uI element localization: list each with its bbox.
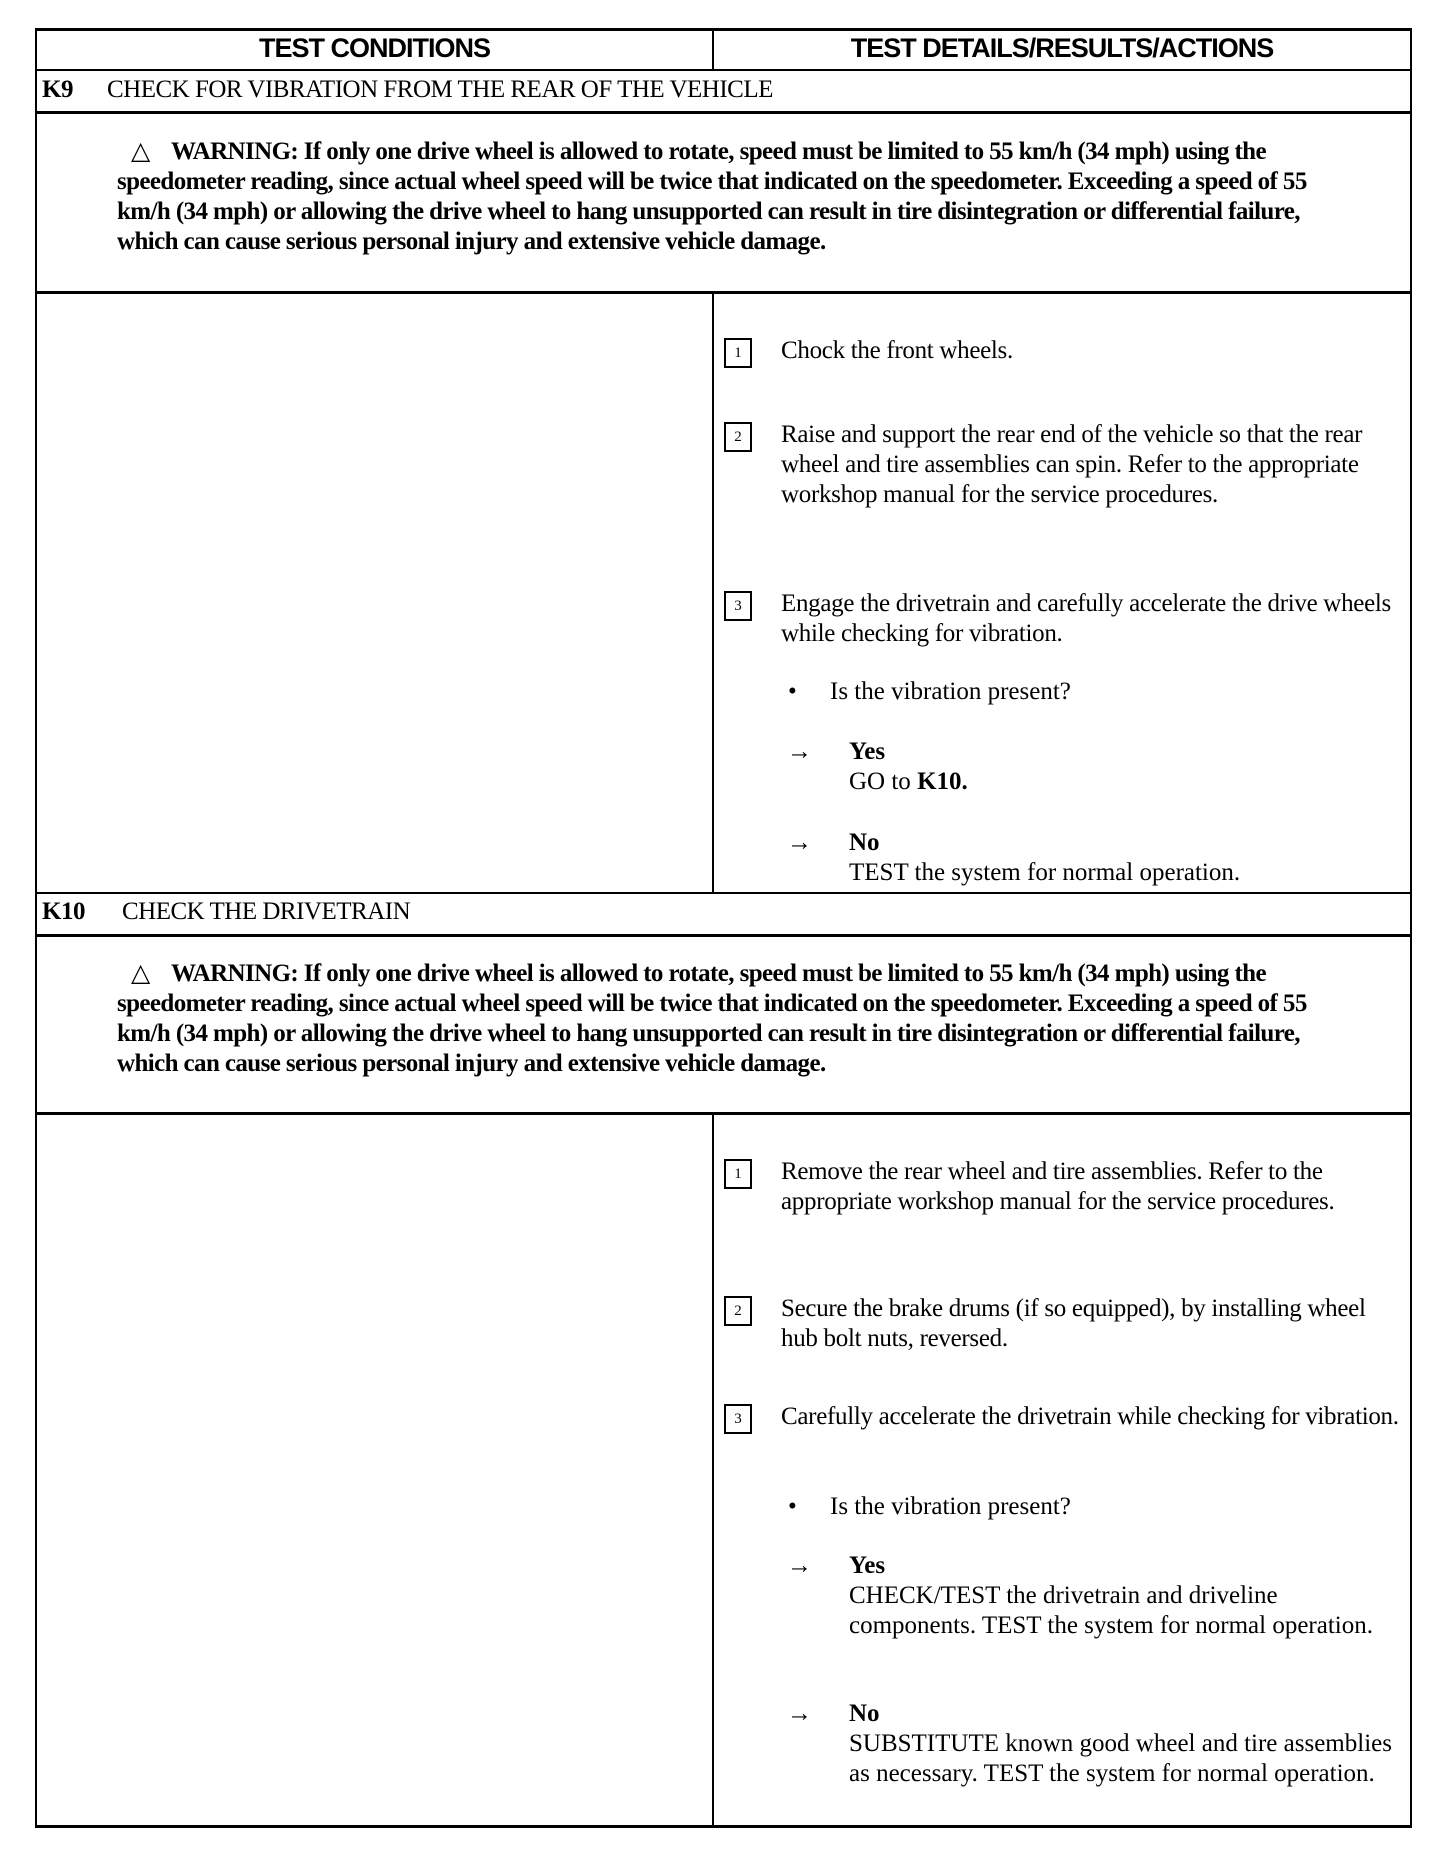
table-border-bottom (35, 1825, 1412, 1828)
divider (35, 892, 1412, 894)
step-k9-2: 2 Raise and support the rear end of the vehicle so that the rear wheel and tire assemblies can spin. Refer to the appropriate workshop manual for the service procedures. (724, 420, 1404, 510)
link-k10[interactable]: K10. (917, 768, 968, 795)
arrow-right-icon: → (787, 829, 812, 856)
warning-k9: △ WARNING: If only one drive wheel is allowed to rotate, speed must be limited to 55 km/h (34 mph) using the speedometer reading, since actual wheel speed will be twice that indicated on the speedometer. Exceeding a speed of 55 km/h (34 mph) or allowing the drive wheel to hang unsupported can result in tire disintegration or differential failure, which can cause serious personal injury and extensive vehicle damage. (117, 138, 1307, 255)
divider (35, 934, 1412, 937)
step-number: 1 (724, 1159, 752, 1189)
step-k9-1: 1 Chock the front wheels. (724, 336, 1404, 366)
warning-k10: △ WARNING: If only one drive wheel is allowed to rotate, speed must be limited to 55 km/h (34 mph) using the speedometer reading, since actual wheel speed will be twice that indicated on the speedometer. Exceeding a speed of 55 km/h (34 mph) or allowing the drive wheel to hang unsupported can result in tire disintegration or differential failure, which can cause serious personal injury and extensive vehicle damage. (117, 960, 1307, 1077)
answer-yes-k10: → Yes CHECK/TEST the drivetrain and driveline components. TEST the system for normal operation. (787, 1552, 1373, 1639)
question-k10: • Is the vibration present? (788, 1493, 1071, 1520)
table-border-right (1410, 28, 1412, 1827)
step-number: 2 (724, 1296, 752, 1326)
step-number: 2 (724, 422, 752, 452)
bullet-icon: • (788, 1493, 797, 1520)
arrow-right-icon: → (787, 1552, 812, 1579)
warning-triangle-icon: △ (131, 960, 150, 987)
step-k10-1: 1 Remove the rear wheel and tire assemblies. Refer to the appropriate workshop manual for the service procedures. (724, 1157, 1404, 1217)
arrow-right-icon: → (787, 1700, 812, 1727)
divider (35, 69, 1412, 71)
section-title-k9: K9 CHECK FOR VIBRATION FROM THE REAR OF THE VEHICLE (42, 76, 773, 103)
step-number: 3 (724, 1404, 752, 1434)
section-title-k10: K10 CHECK THE DRIVETRAIN (42, 898, 411, 925)
step-k10-2: 2 Secure the brake drums (if so equipped), by installing wheel hub bolt nuts, reversed. (724, 1294, 1404, 1354)
divider (35, 1112, 1412, 1115)
table-border-left (35, 28, 37, 1827)
warning-triangle-icon: △ (131, 138, 150, 165)
question-k9: • Is the vibration present? (788, 678, 1071, 705)
header-test-details: TEST DETAILS/RESULTS/ACTIONS (850, 33, 1274, 63)
column-divider (712, 292, 714, 893)
header-test-conditions: TEST CONDITIONS (258, 33, 490, 63)
step-k9-3: 3 Engage the drivetrain and carefully accelerate the drive wheels while checking for vibration. (724, 589, 1404, 649)
table-border-top (35, 28, 1412, 31)
step-number: 1 (724, 338, 752, 368)
arrow-right-icon: → (787, 738, 812, 765)
divider (35, 291, 1412, 294)
step-number: 3 (724, 591, 752, 621)
answer-yes-k9: → Yes GO to K10. (787, 738, 968, 795)
bullet-icon: • (788, 678, 797, 705)
answer-no-k9: → No TEST the system for normal operation. (787, 829, 1241, 886)
step-k10-3: 3 Carefully accelerate the drivetrain while checking for vibration. (724, 1402, 1404, 1432)
column-divider (712, 1113, 714, 1826)
divider (35, 111, 1412, 114)
answer-no-k10: → No SUBSTITUTE known good wheel and tire assemblies as necessary. TEST the system for normal operation. (787, 1700, 1392, 1787)
